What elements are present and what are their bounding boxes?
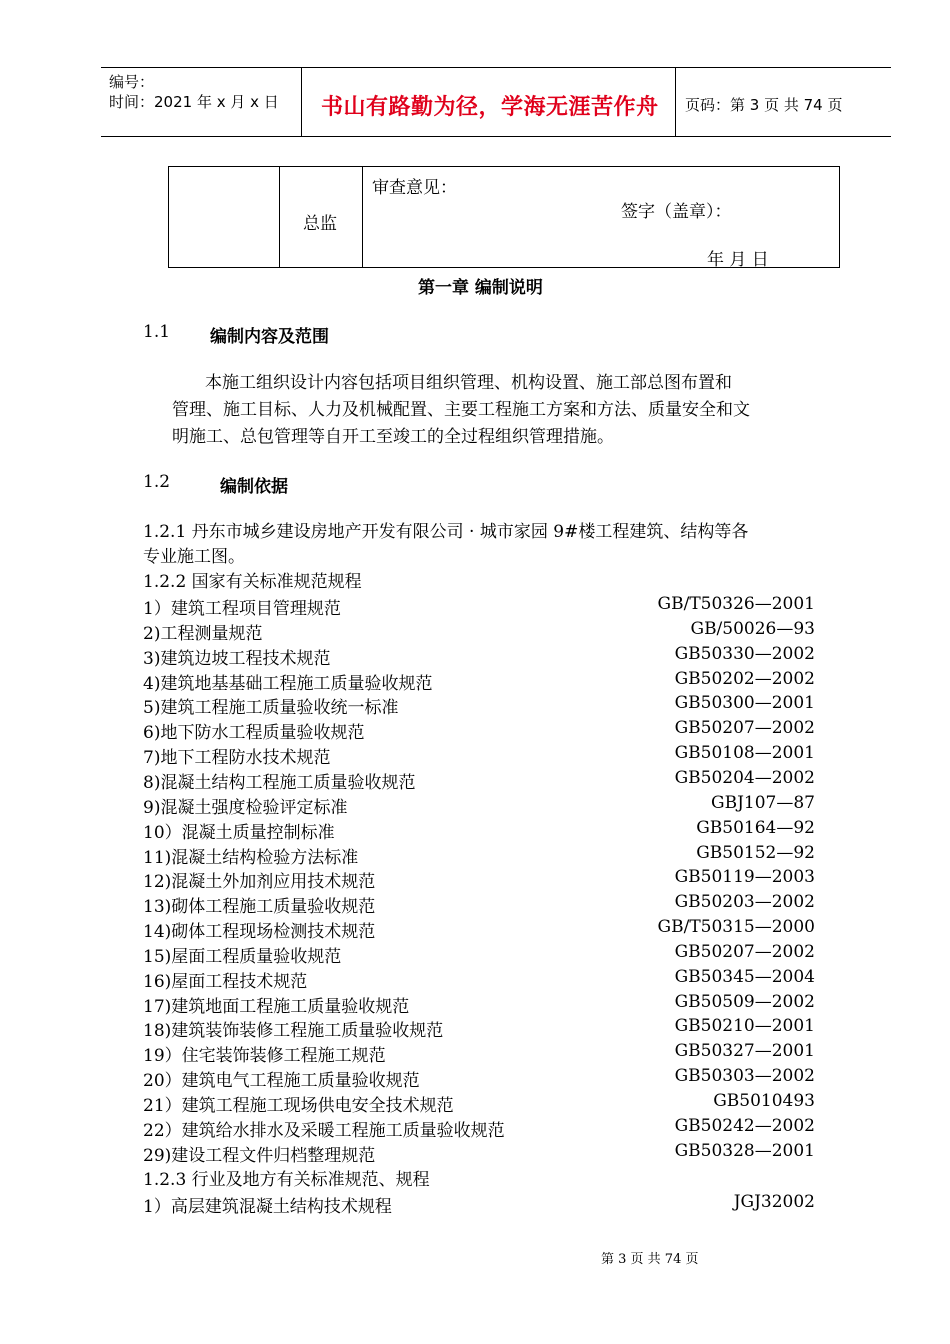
standard-name: 7)地下工程防水技术规范: [143, 748, 331, 769]
standard-row: [143, 1091, 815, 1115]
standard-row: [143, 693, 815, 717]
standard-name: 2)工程测量规范: [143, 623, 263, 644]
page-footer: 第 3 页 共 74 页: [601, 1252, 699, 1267]
standard-row: [143, 768, 815, 792]
standard-name: 15)屋面工程质量验收规范: [143, 946, 342, 967]
standard-name: 19）住宅装饰装修工程施工规范: [143, 1046, 386, 1067]
standard-code: GB50108—2001: [674, 743, 815, 764]
standard-code: GB50204—2002: [674, 767, 815, 788]
standard-code: GB50345—2004: [674, 966, 815, 987]
subsection-line: 专业施工图。: [143, 547, 245, 567]
standard-row: [143, 1016, 815, 1040]
standard-row: [143, 594, 815, 618]
standard-row: [143, 619, 815, 643]
standard-name: 22）建筑给水排水及采暖工程施工质量验收规范: [143, 1120, 505, 1141]
standard-name: 1）建筑工程项目管理规范: [143, 599, 341, 619]
standard-code: GB50164—92: [696, 817, 815, 838]
standard-row: [143, 1041, 815, 1065]
paragraph-line: 明施工、总包管理等自开工至竣工的全过程组织管理措施。: [172, 427, 614, 447]
table-divider: [362, 167, 363, 267]
standard-row: [143, 1141, 815, 1165]
standard-row: [143, 1192, 815, 1216]
standard-code: JGJ32002: [733, 1192, 815, 1212]
standard-code: GB50210—2001: [674, 1016, 815, 1037]
standard-code: GB50330—2002: [674, 643, 815, 664]
header-divider: [675, 68, 676, 136]
standard-name: 29)建设工程文件归档整理规范: [143, 1145, 376, 1166]
standard-code: GB/T50326—2001: [657, 594, 815, 614]
standard-code: GB50202—2002: [674, 668, 815, 689]
review-opinion-label: 审查意见：: [372, 178, 457, 198]
standard-name: 6)地下防水工程质量验收规范: [143, 723, 365, 744]
standard-row: [143, 644, 815, 668]
standard-name: 20）建筑电气工程施工质量验收规范: [143, 1071, 420, 1092]
standard-code: GB5010493: [713, 1091, 815, 1111]
standard-name: 18)建筑装饰装修工程施工质量验收规范: [143, 1021, 444, 1042]
standard-row: [143, 669, 815, 693]
table-divider: [279, 167, 280, 267]
review-table: [168, 166, 840, 268]
review-role: 总监: [303, 214, 337, 234]
section-number: 1.2: [143, 472, 171, 492]
standard-row: [143, 743, 815, 767]
standard-name: 17)建筑地面工程施工质量验收规范: [143, 996, 410, 1017]
standard-row: [143, 942, 815, 966]
standard-code: GB50300—2001: [674, 693, 815, 714]
standard-name: 9)混凝土强度检验评定标准: [143, 797, 348, 818]
standard-name: 16)屋面工程技术规范: [143, 971, 308, 992]
page-label: 页码：第 3 页 共 74 页: [685, 96, 843, 114]
subsection-line: 1.2.1 丹东市城乡建设房地产开发有限公司 · 城市家园 9#楼工程建筑、结构等各: [143, 522, 749, 542]
standard-row: [143, 718, 815, 742]
standard-code: GB50119—2003: [674, 867, 815, 888]
subsection-title: 1.2.2 国家有关标准规范规程: [143, 572, 362, 592]
standard-code: GB/T50315—2000: [657, 917, 815, 938]
number-label: 编号：: [109, 73, 155, 91]
standard-code: GB50203—2002: [674, 892, 815, 913]
standard-name: 13)砌体工程施工质量验收规范: [143, 897, 376, 918]
standard-name: 4)建筑地基基础工程施工质量验收规范: [143, 673, 433, 694]
section-title: 编制依据: [220, 477, 288, 497]
motto-text: 书山有路勤为径，学海无涯苦作舟: [321, 95, 659, 120]
paragraph-line: 管理、施工目标、人力及机械配置、主要工程施工方案和方法、质量安全和文: [172, 400, 750, 420]
standard-name: 5)建筑工程施工质量验收统一标准: [143, 698, 399, 719]
paragraph-line: 本施工组织设计内容包括项目组织管理、机构设置、施工部总图布置和: [205, 373, 732, 393]
review-date-label: 年 月 日: [707, 250, 769, 270]
standard-row: [143, 843, 815, 867]
standard-row: [143, 917, 815, 941]
standard-name: 10）混凝土质量控制标准: [143, 822, 335, 843]
standard-row: [143, 967, 815, 991]
standard-code: GB50327—2001: [674, 1041, 815, 1062]
standard-row: [143, 818, 815, 842]
review-sign-label: 签字（盖章）：: [621, 202, 732, 222]
standard-code: GB50242—2002: [674, 1115, 815, 1136]
standard-row: [143, 1066, 815, 1090]
standard-name: 12)混凝土外加剂应用技术规范: [143, 872, 376, 893]
subsection-title: 1.2.3 行业及地方有关标准规范、规程: [143, 1170, 430, 1190]
standard-row: [143, 892, 815, 916]
page-header: [101, 67, 891, 137]
standard-code: GB50509—2002: [674, 991, 815, 1012]
standard-code: GB50328—2001: [674, 1140, 815, 1161]
standard-row: [143, 867, 815, 891]
standard-name: 11)混凝土结构检验方法标准: [143, 847, 359, 868]
standard-name: 3)建筑边坡工程技术规范: [143, 648, 331, 669]
standard-code: GB50303—2002: [674, 1066, 815, 1087]
standard-code: GB50207—2002: [674, 718, 815, 739]
section-title: 编制内容及范围: [210, 327, 329, 347]
time-label: 时间：2021 年 x 月 x 日: [109, 93, 279, 111]
standard-name: 1）高层建筑混凝土结构技术规程: [143, 1197, 392, 1217]
chapter-title: 第一章 编制说明: [418, 278, 543, 298]
standard-code: GB50152—92: [696, 842, 815, 863]
standard-row: [143, 793, 815, 817]
standard-code: GBJ107—87: [711, 792, 815, 813]
standard-row: [143, 992, 815, 1016]
standard-name: 21）建筑工程施工现场供电安全技术规范: [143, 1096, 454, 1116]
standard-row: [143, 1116, 815, 1140]
standard-code: GB50207—2002: [674, 941, 815, 962]
standard-name: 8)混凝土结构工程施工质量验收规范: [143, 772, 416, 793]
header-divider: [301, 68, 302, 136]
standard-name: 14)砌体工程现场检测技术规范: [143, 922, 376, 943]
section-number: 1.1: [143, 322, 171, 342]
standard-code: GB/50026—93: [690, 618, 815, 639]
